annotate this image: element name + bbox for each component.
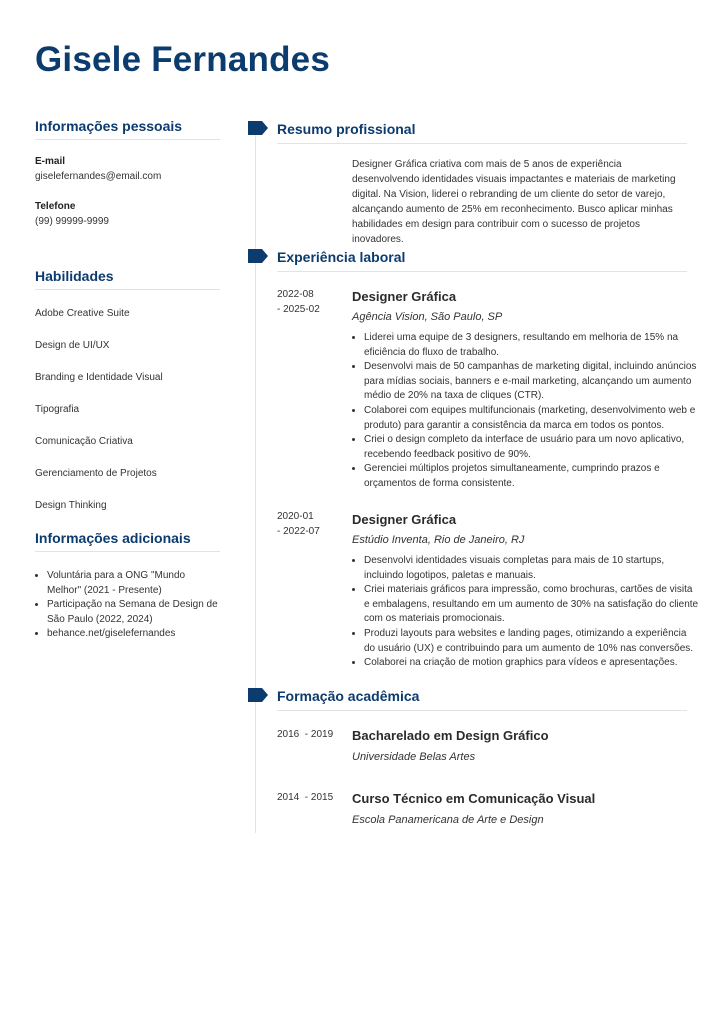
job-company: Agência Vision, São Paulo, SP [352, 311, 503, 323]
list-item: • Desenvolvi identidades visuais completas para mais de 10 startups, incluindo logotipos, paletas e manuais. [364, 554, 699, 583]
additional-info-title: Informações adicionais [35, 530, 220, 552]
list-item: • Colaborei com equipes multifuncionais (marketing, desenvolvimento web e produto) para garantir a consistência da marca em todos os pontos. [364, 404, 699, 433]
list-item: • behance.net/giselefernandes [47, 627, 220, 642]
email-value: giselefernandes@email.com [35, 171, 162, 182]
summary-title: Resumo profissional [277, 121, 687, 144]
additional-info-list [35, 569, 220, 642]
skill-item: Design de UI/UX [35, 340, 110, 351]
job-bullets [352, 331, 699, 492]
personal-info-section [35, 118, 220, 227]
degree-title: Bacharelado em Design Gráfico [352, 728, 549, 743]
summary-text: Designer Gráfica criativa com mais de 5 anos de experiência desenvolvendo identidades visuais impactantes e materiais de marketing digital. Na Vision, liderei o rebranding de um cliente do setor de varejo, alcançando aumento de 25% em reconhecimento. Busco aplicar minhas habilidades em design para contribuir com o sucesso de projetos inovadores. [352, 159, 676, 245]
left-column [35, 118, 220, 639]
skills-section [35, 268, 220, 511]
education-section [277, 688, 687, 711]
skill-item: Tipografia [35, 404, 80, 415]
list-item: • Criei materiais gráficos para impressão, como brochuras, cartões de visita e embalagens, resultando em um aumento de 30% na satisfação do cliente com os materiais promocionais. [364, 583, 699, 627]
job-title: Designer Gráfica [352, 512, 457, 527]
job-dates [277, 509, 347, 539]
section-flag-icon [247, 688, 269, 702]
job-date-start: 2022-08 [277, 289, 314, 300]
section-flag-icon [247, 249, 269, 263]
skill-item: Gerenciamento de Projetos [35, 468, 157, 479]
job-date-start: 2020-01 [277, 511, 314, 522]
skill-item: Branding e Identidade Visual [35, 372, 163, 383]
skill-item: Design Thinking [35, 500, 107, 511]
experience-section [277, 249, 687, 272]
list-item: • Gerenciei múltiplos projetos simultaneamente, cumprindo prazos e orçamentos de forma consistente. [364, 462, 699, 491]
education-title: Formação acadêmica [277, 688, 687, 711]
school-name: Escola Panamericana de Arte e Design [352, 814, 544, 826]
phone-value: (99) 99999-9999 [35, 216, 109, 227]
summary-section [277, 121, 687, 144]
school-name: Universidade Belas Artes [352, 751, 476, 763]
job-bullets [352, 554, 699, 671]
list-item: • Participação na Semana de Design de São Paulo (2022, 2024) [47, 598, 220, 627]
section-flag-icon [247, 121, 269, 135]
skills-title: Habilidades [35, 268, 220, 290]
job-company: Estúdio Inventa, Rio de Janeiro, RJ [352, 534, 525, 546]
email-label: E-mail [35, 156, 66, 167]
experience-title: Experiência laboral [277, 249, 687, 272]
skill-item: Adobe Creative Suite [35, 308, 130, 319]
skill-item: Comunicação Criativa [35, 436, 133, 447]
job-dates [277, 287, 347, 317]
job-date-end: - 2025-02 [277, 304, 320, 315]
phone-label: Telefone [35, 201, 76, 212]
list-item: • Desenvolvi mais de 50 campanhas de marketing digital, incluindo anúncios para mídias sociais, banners e e-mail marketing, alcançando um aumento médio de 20% na taxa de cliques (CTR). [364, 360, 699, 404]
list-item: • Liderei uma equipe de 3 designers, resultando em melhoria de 15% na eficiência do fluxo de trabalho. [364, 331, 699, 360]
education-dates: 2016 - 2019 [277, 729, 334, 740]
degree-title: Curso Técnico em Comunicação Visual [352, 791, 596, 806]
timeline-line [255, 135, 256, 833]
candidate-name: Gisele Fernandes [35, 40, 330, 79]
additional-info-section [35, 530, 220, 642]
list-item: • Colaborei na criação de motion graphics para vídeos e apresentações. [364, 656, 699, 671]
education-dates: 2014 - 2015 [277, 792, 334, 803]
personal-info-title: Informações pessoais [35, 118, 220, 140]
job-date-end: - 2022-07 [277, 526, 320, 537]
list-item: • Voluntária para a ONG "Mundo Melhor" (2021 - Presente) [47, 569, 220, 598]
job-title: Designer Gráfica [352, 289, 457, 304]
list-item: • Produzi layouts para websites e landing pages, otimizando a experiência do usuário (UX) e contribuindo para um aumento de 10% nas conversões. [364, 627, 699, 656]
list-item: • Criei o design completo da interface de usuário para um novo aplicativo, recebendo feedback positivo de 90%. [364, 433, 699, 462]
